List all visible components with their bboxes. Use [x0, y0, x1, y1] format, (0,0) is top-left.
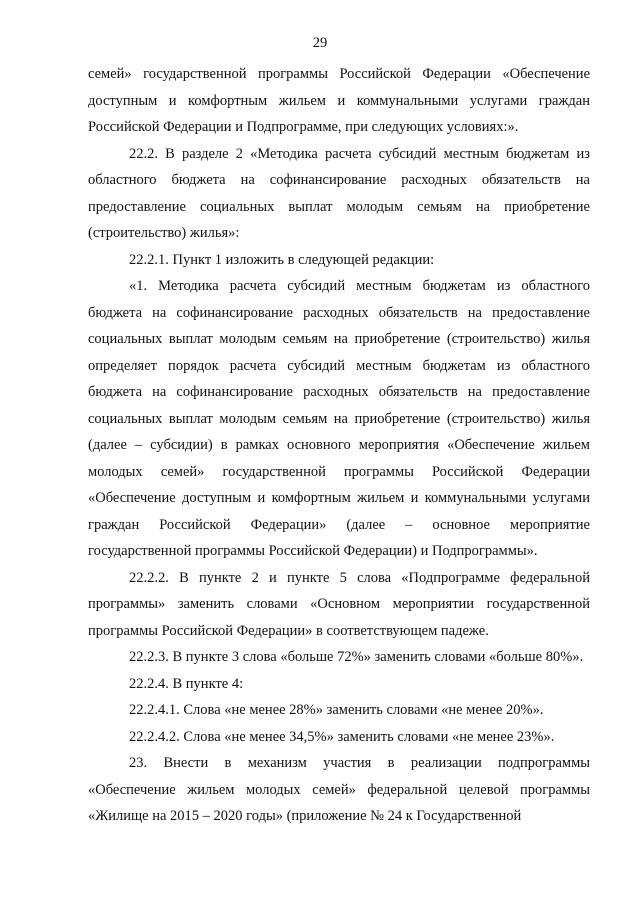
paragraph-quoted-methodology: «1. Методика расчета субсидий местным бюджетам из областного бюджета на софинансирование расходных обязательств на предоставление социальных выплат молодым семьям на приобретение (строительство) жилья определяет порядок расчета субсидий местным бюджетам из областного бюджета на софинансирование расходных обязательств на предоставление социальных выплат молодым семьям на приобретение (строительство) жилья (далее – субсидии) в рамках основного мероприятия «Обеспечение жильем молодых семей» государственной программы Российской Федерации «Обеспечение доступным и комфортным жильем и коммунальными услугами граждан Российской Федерации» (далее – основное мероприятие государственной программы Российской Федерации) и Подпрограммы». [88, 278, 590, 559]
paragraph-22-2-3: 22.2.3. В пункте 3 слова «больше 72%» заменить словами «больше 80%». [129, 649, 584, 665]
document-body [88, 61, 590, 830]
paragraph-22-2: 22.2. В разделе 2 «Методика расчета субсидий местным бюджетам из областного бюджета на софинансирование расходных обязательств на предоставление социальных выплат молодым семьям на приобретение (строительство) жилья»: [88, 145, 590, 241]
paragraph-22-2-1: 22.2.1. Пункт 1 изложить в следующей редакции: [129, 251, 435, 268]
paragraph-22-2-4-1: 22.2.4.1. Слова «не менее 28%» заменить словами «не менее 20%». [129, 702, 544, 718]
paragraph-continuation: семей» государственной программы Российской Федерации «Обеспечение доступным и комфортным жильем и коммунальными услугами граждан Российской Федерации и Подпрограмме, при следующих условиях:». [88, 66, 590, 135]
page-number: 29 [312, 35, 328, 51]
paragraph-23: 23. Внести в механизм участия в реализации подпрограммы «Обеспечение жильем молодых семей» федеральной целевой программы «Жилище на 2015 – 2020 годы» (приложение № 24 к Государственной [88, 755, 590, 824]
paragraph-22-2-2: 22.2.2. В пункте 2 и пункте 5 слова «Подпрограмме федеральной программы» заменить словами «Основном мероприятии государственной программы Российской Федерации» в соответствующем падеже. [88, 569, 590, 639]
paragraph-22-2-4-2: 22.2.4.2. Слова «не менее 34,5%» заменить словами «не менее 23%». [129, 728, 555, 745]
paragraph-22-2-4: 22.2.4. В пункте 4: [129, 675, 244, 692]
